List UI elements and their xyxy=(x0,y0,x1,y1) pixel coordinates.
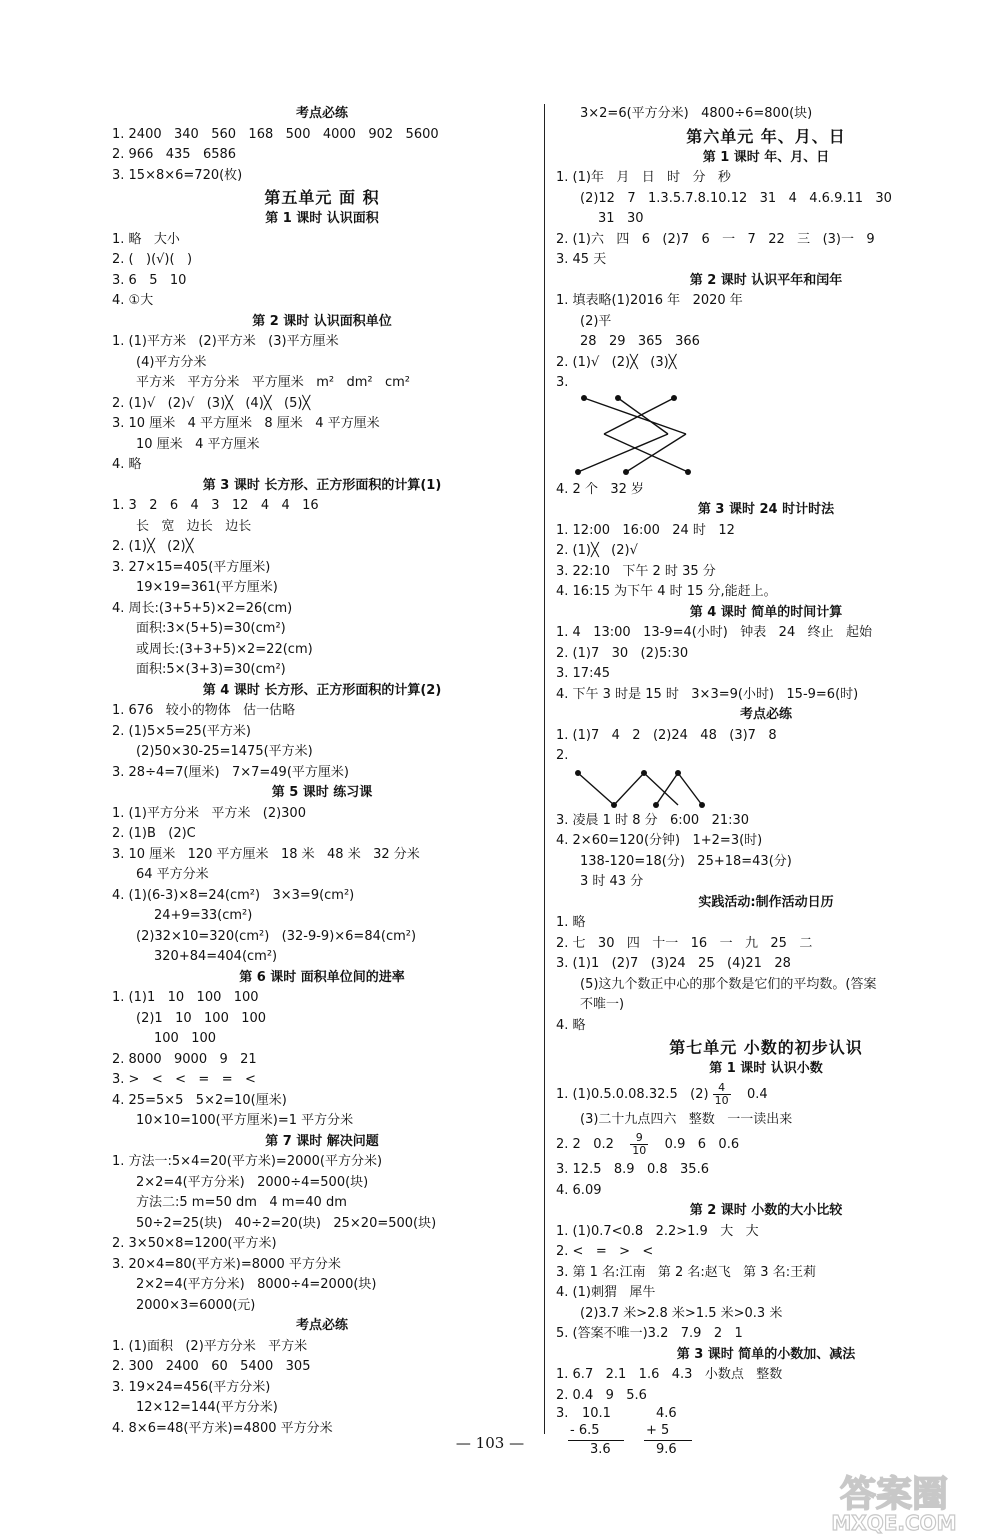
answer-line: 2×2=4(平方分米) 8000÷4=2000(块) xyxy=(136,1277,377,1292)
calc-label: 3. xyxy=(556,1406,569,1421)
answer-line: 12×12=144(平方分米) xyxy=(136,1400,278,1415)
answer-line: 2. < = > < xyxy=(556,1244,654,1259)
answer-line: (3)二十九点四六 整数 一一读出来 xyxy=(580,1111,793,1127)
answer-line: 2. 300 2400 60 5400 305 xyxy=(112,1359,311,1374)
answer-line xyxy=(556,1130,976,1160)
answer-line: 4. (1)(6-3)×8=24(cm²) 3×3=9(cm²) xyxy=(112,887,355,903)
answer-line: 1. 略 xyxy=(556,915,586,930)
answer-line: 2. (1)7 30 (2)5:30 xyxy=(556,645,689,661)
lesson-heading: 第 2 课时 小数的大小比较 xyxy=(689,1203,843,1218)
subtraction-operand: - 6.5 xyxy=(570,1423,600,1438)
answer-line: 3. 10 厘米 4 平方厘米 8 厘米 4 平方厘米 xyxy=(112,416,380,431)
answer-line: 方法二:5 m=50 dm 4 m=40 dm xyxy=(136,1195,347,1210)
match-line xyxy=(614,773,644,805)
lesson-heading: 第 1 课时 年、月、日 xyxy=(702,149,830,165)
answer-line: 4. 2×60=120(分钟) 1+2=3(时) xyxy=(556,833,763,848)
answer-line: 2. xyxy=(556,748,569,763)
answer-line: 4. 略 xyxy=(556,1017,586,1033)
answer-line: (5)这九个数正中心的那个数是它们的平均数。(答案 xyxy=(580,976,877,992)
answer-line: 2. 966 435 6586 xyxy=(112,147,237,162)
lesson-heading: 第 5 课时 练习课 xyxy=(271,785,373,800)
answer-line: (2)12 7 1.3.5.7.8.10.12 31 4 4.6.9.11 30 xyxy=(580,190,892,206)
answer-line: 28 29 365 366 xyxy=(580,334,700,349)
answer-line: 3. (1)1 (2)7 (3)24 25 (4)21 28 xyxy=(556,956,791,971)
fraction-numerator: 9 xyxy=(630,1132,648,1145)
answer-line: 1. (1)1 10 100 100 xyxy=(112,990,259,1005)
answer-line: 2. (1)╳ (2)√ xyxy=(556,543,638,558)
answer-line: 或周长:(3+3+5)×2=22(cm) xyxy=(136,641,313,657)
fraction-denominator: 10 xyxy=(714,1093,729,1107)
answer-line: 5. (答案不唯一)3.2 7.9 2 1 xyxy=(556,1326,743,1341)
column-divider xyxy=(544,104,545,1434)
answer-line xyxy=(556,1080,976,1110)
answer-line: 2×2=4(平方分米) 2000÷4=500(块) xyxy=(136,1174,369,1190)
answer-line: 1. 12:00 16:00 24 时 12 xyxy=(556,522,735,538)
answer-line: 4. 25=5×5 5×2=10(厘米) xyxy=(112,1092,287,1108)
answer-line: 3. 12.5 8.9 0.8 35.6 xyxy=(556,1162,709,1177)
subtraction-rule xyxy=(568,1440,624,1441)
answer-line: 4. 6.09 xyxy=(556,1182,602,1198)
answer-line: 3. 17:45 xyxy=(556,666,610,681)
answer-line: 1. 方法一:5×4=20(平方米)=2000(平方分米) xyxy=(112,1154,383,1169)
answer-line: 4. 略 xyxy=(112,457,142,472)
lesson-heading: 第 2 课时 认识平年和闰年 xyxy=(689,272,843,288)
answer-line: 2. ( )(√)( ) xyxy=(112,252,193,267)
unit-heading: 第六单元 年、月、日 xyxy=(686,126,846,146)
lesson-heading: 第 7 课时 解决问题 xyxy=(265,1133,379,1149)
answer-text: 0.9 6 0.6 xyxy=(652,1137,740,1152)
answer-line: 4. (1)刺猬 犀牛 xyxy=(556,1285,656,1300)
answer-line: 2. 0.4 9 5.6 xyxy=(556,1387,647,1403)
answer-line: 19×19=361(平方厘米) xyxy=(136,580,278,595)
answer-text: 1. (1)0.5.0.08.32.5 (2) xyxy=(556,1086,709,1102)
answer-text: 0.4 xyxy=(734,1086,768,1102)
matching-diagram-2 xyxy=(556,767,756,811)
answer-line: 2. (1)B (2)C xyxy=(112,826,196,841)
answer-line: 3. xyxy=(556,375,569,390)
vertical-calculation xyxy=(556,1406,976,1462)
answer-line: 4. ①大 xyxy=(112,293,154,308)
answer-line: (2)1 10 100 100 xyxy=(136,1010,267,1026)
answer-line: 3. 15×8×6=720(枚) xyxy=(112,167,243,183)
answer-line: 2. (1)╳ (2)╳ xyxy=(112,539,194,554)
lesson-heading: 第 1 课时 认识小数 xyxy=(709,1061,823,1076)
answer-line: 1. (1)0.7<0.8 2.2>1.9 大 大 xyxy=(556,1223,759,1239)
lesson-heading: 第 2 课时 认识面积单位 xyxy=(252,313,392,329)
page-number: — 103 — xyxy=(455,1434,525,1452)
answer-line: 100 100 xyxy=(154,1031,217,1046)
watermark-logo xyxy=(810,1470,978,1534)
matching-diagram-1 xyxy=(556,394,756,480)
answer-line: 3. 27×15=405(平方厘米) xyxy=(112,559,271,575)
match-line xyxy=(644,773,678,805)
answer-line: 64 平方分米 xyxy=(136,867,209,882)
lesson-heading: 第 3 课时 长方形、正方形面积的计算(1) xyxy=(202,477,442,493)
answer-line: (4)平方分米 xyxy=(136,354,207,370)
answer-line: (2)平 xyxy=(580,313,612,329)
match-line xyxy=(618,398,668,434)
fraction xyxy=(713,1082,731,1107)
answer-line: 3. 45 天 xyxy=(556,252,607,267)
unit-heading: 第五单元 面 积 xyxy=(264,188,380,207)
subtraction-result: 3.6 xyxy=(590,1442,611,1457)
answer-line: 1. (1)年 月 日 时 分 秒 xyxy=(556,170,731,185)
answer-line: 3. 10 厘米 120 平方厘米 18 米 48 米 32 分米 xyxy=(112,846,420,862)
answer-line: 1. (1)平方分米 平方米 (2)300 xyxy=(112,805,306,821)
match-line xyxy=(678,773,702,805)
answer-text: 2. 2 0.2 xyxy=(556,1137,627,1152)
answer-line: 4. 16:15 为下午 4 时 15 分,能赶上。 xyxy=(556,584,777,599)
lesson-heading: 第 4 课时 简单的时间计算 xyxy=(689,604,843,620)
answer-line: 1. 填表略(1)2016 年 2020 年 xyxy=(556,293,743,308)
lesson-heading: 第 1 课时 认识面积 xyxy=(265,211,379,226)
answer-line: 31 30 xyxy=(598,211,644,226)
answer-line: 1. 676 较小的物体 估一估略 xyxy=(112,703,296,718)
subtraction-top: 10.1 xyxy=(582,1406,611,1421)
match-line xyxy=(584,398,686,434)
match-line xyxy=(604,434,688,472)
watermark-glyphs: 答案圈 xyxy=(839,1474,949,1515)
lesson-heading: 第 4 课时 长方形、正方形面积的计算(2) xyxy=(202,682,442,698)
answer-line: 4. 下午 3 时是 15 时 3×3=9(小时) 15-9=6(时) xyxy=(556,686,859,702)
watermark-url: MXQE.COM xyxy=(831,1511,957,1534)
lesson-heading: 考点必练 xyxy=(295,106,348,121)
answer-line: 3. 20×4=80(平方米)=8000 平方分米 xyxy=(112,1256,341,1272)
lesson-heading: 第 3 课时 24 时计时法 xyxy=(697,502,835,517)
answer-line: (2)32×10=320(cm²) (32-9-9)×6=84(cm²) xyxy=(136,928,417,944)
answer-line: 4. 周长:(3+5+5)×2=26(cm) xyxy=(112,600,293,616)
answer-line: 3. 6 5 10 xyxy=(112,272,187,288)
lesson-heading: 考点必练 xyxy=(295,1318,348,1333)
answer-line: 10×10=100(平方厘米)=1 平方分米 xyxy=(136,1113,354,1128)
addition-rule xyxy=(644,1440,692,1441)
answer-line: 1. 6.7 2.1 1.6 4.3 小数点 整数 xyxy=(556,1367,783,1382)
answer-line: (2)3.7 米>2.8 米>1.5 米>0.3 米 xyxy=(580,1305,783,1321)
answer-line: 2. 3×50×8=1200(平方米) xyxy=(112,1236,277,1251)
answer-line: 平方米 平方分米 平方厘米 m² dm² cm² xyxy=(136,375,411,390)
answer-line: 3. 凌晨 1 时 8 分 6:00 21:30 xyxy=(556,812,750,828)
answer-line: 138-120=18(分) 25+18=43(分) xyxy=(580,853,792,869)
answer-line: 4. 8×6=48(平方米)=4800 平方分米 xyxy=(112,1420,333,1436)
addition-operand: + 5 xyxy=(646,1423,670,1438)
answer-line: 1. 2400 340 560 168 500 4000 902 5600 xyxy=(112,126,439,142)
left-column xyxy=(112,104,532,1439)
answer-line: 不唯一) xyxy=(580,997,625,1012)
answer-line: 50÷2=25(块) 40÷2=20(块) 25×20=500(块) xyxy=(136,1215,437,1231)
answer-line: 10 厘米 4 平方厘米 xyxy=(136,436,260,452)
answer-line: 3. 19×24=456(平方分米) xyxy=(112,1379,271,1395)
answer-line: 2. 七 30 四 十一 16 一 九 25 二 xyxy=(556,935,813,951)
answer-line: 1. (1)7 4 2 (2)24 48 (3)7 8 xyxy=(556,727,777,743)
answer-line: 2. (1)5×5=25(平方米) xyxy=(112,723,251,739)
answer-line: 3. 第 1 名:江南 第 2 名:赵飞 第 3 名:王莉 xyxy=(556,1264,817,1280)
answer-line: 3. > < < = = < xyxy=(112,1072,256,1087)
answer-line: 2000×3=6000(元) xyxy=(136,1297,256,1313)
answer-line: 3. 28÷4=7(厘米) 7×7=49(平方厘米) xyxy=(112,764,349,780)
answer-line: 2. 8000 9000 9 21 xyxy=(112,1051,257,1067)
answer-line: 1. 4 13:00 13-9=4(小时) 钟表 24 终止 起始 xyxy=(556,625,873,640)
answer-line: (2)50×30-25=1475(平方米) xyxy=(136,744,313,759)
match-line xyxy=(578,434,668,472)
lesson-heading: 实践活动:制作活动日历 xyxy=(698,894,834,910)
answer-line: 2. (1)√ (2)√ (3)╳ (4)╳ (5)╳ xyxy=(112,395,311,411)
answer-line: 2. (1)六 四 6 (2)7 6 一 7 22 三 (3)一 9 xyxy=(556,231,875,247)
unit-heading: 第七单元 小数的初步认识 xyxy=(669,1038,863,1057)
answer-line: 1. (1)平方米 (2)平方米 (3)平方厘米 xyxy=(112,334,339,349)
lesson-heading: 考点必练 xyxy=(739,707,792,722)
match-line xyxy=(656,773,678,805)
answer-line: 2. (1)√ (2)╳ (3)╳ xyxy=(556,354,677,370)
answer-line: 320+84=404(cm²) xyxy=(154,949,278,964)
match-line xyxy=(604,398,674,434)
answer-line: 1. 3 2 6 4 3 12 4 4 16 xyxy=(112,498,319,513)
answer-line: 1. 略 大小 xyxy=(112,231,180,247)
addition-result: 9.6 xyxy=(656,1442,677,1457)
fraction-denominator: 10 xyxy=(632,1144,647,1157)
match-line xyxy=(578,773,614,805)
addition-top: 4.6 xyxy=(656,1406,677,1421)
lesson-heading: 第 6 课时 面积单位间的进率 xyxy=(239,969,405,985)
answer-line: 面积:3×(5+5)=30(cm²) xyxy=(136,621,286,636)
answer-line: 1. (1)面积 (2)平方分米 平方米 xyxy=(112,1338,308,1354)
answer-line: 3. 22:10 下午 2 时 35 分 xyxy=(556,563,716,579)
answer-line: 4. 2 个 32 岁 xyxy=(556,481,645,497)
answer-line: 3×2=6(平方分米) 4800÷6=800(块) xyxy=(580,106,813,121)
answer-line: 3 时 43 分 xyxy=(580,874,644,889)
fraction xyxy=(630,1132,648,1157)
lesson-heading: 第 3 课时 简单的小数加、减法 xyxy=(676,1346,856,1362)
answer-line: 面积:5×(3+3)=30(cm²) xyxy=(136,662,286,677)
answer-line: 长 宽 边长 边长 xyxy=(136,518,252,534)
right-column xyxy=(556,104,976,1462)
answer-line: 24+9=33(cm²) xyxy=(154,908,253,923)
fraction-numerator: 4 xyxy=(713,1082,731,1095)
